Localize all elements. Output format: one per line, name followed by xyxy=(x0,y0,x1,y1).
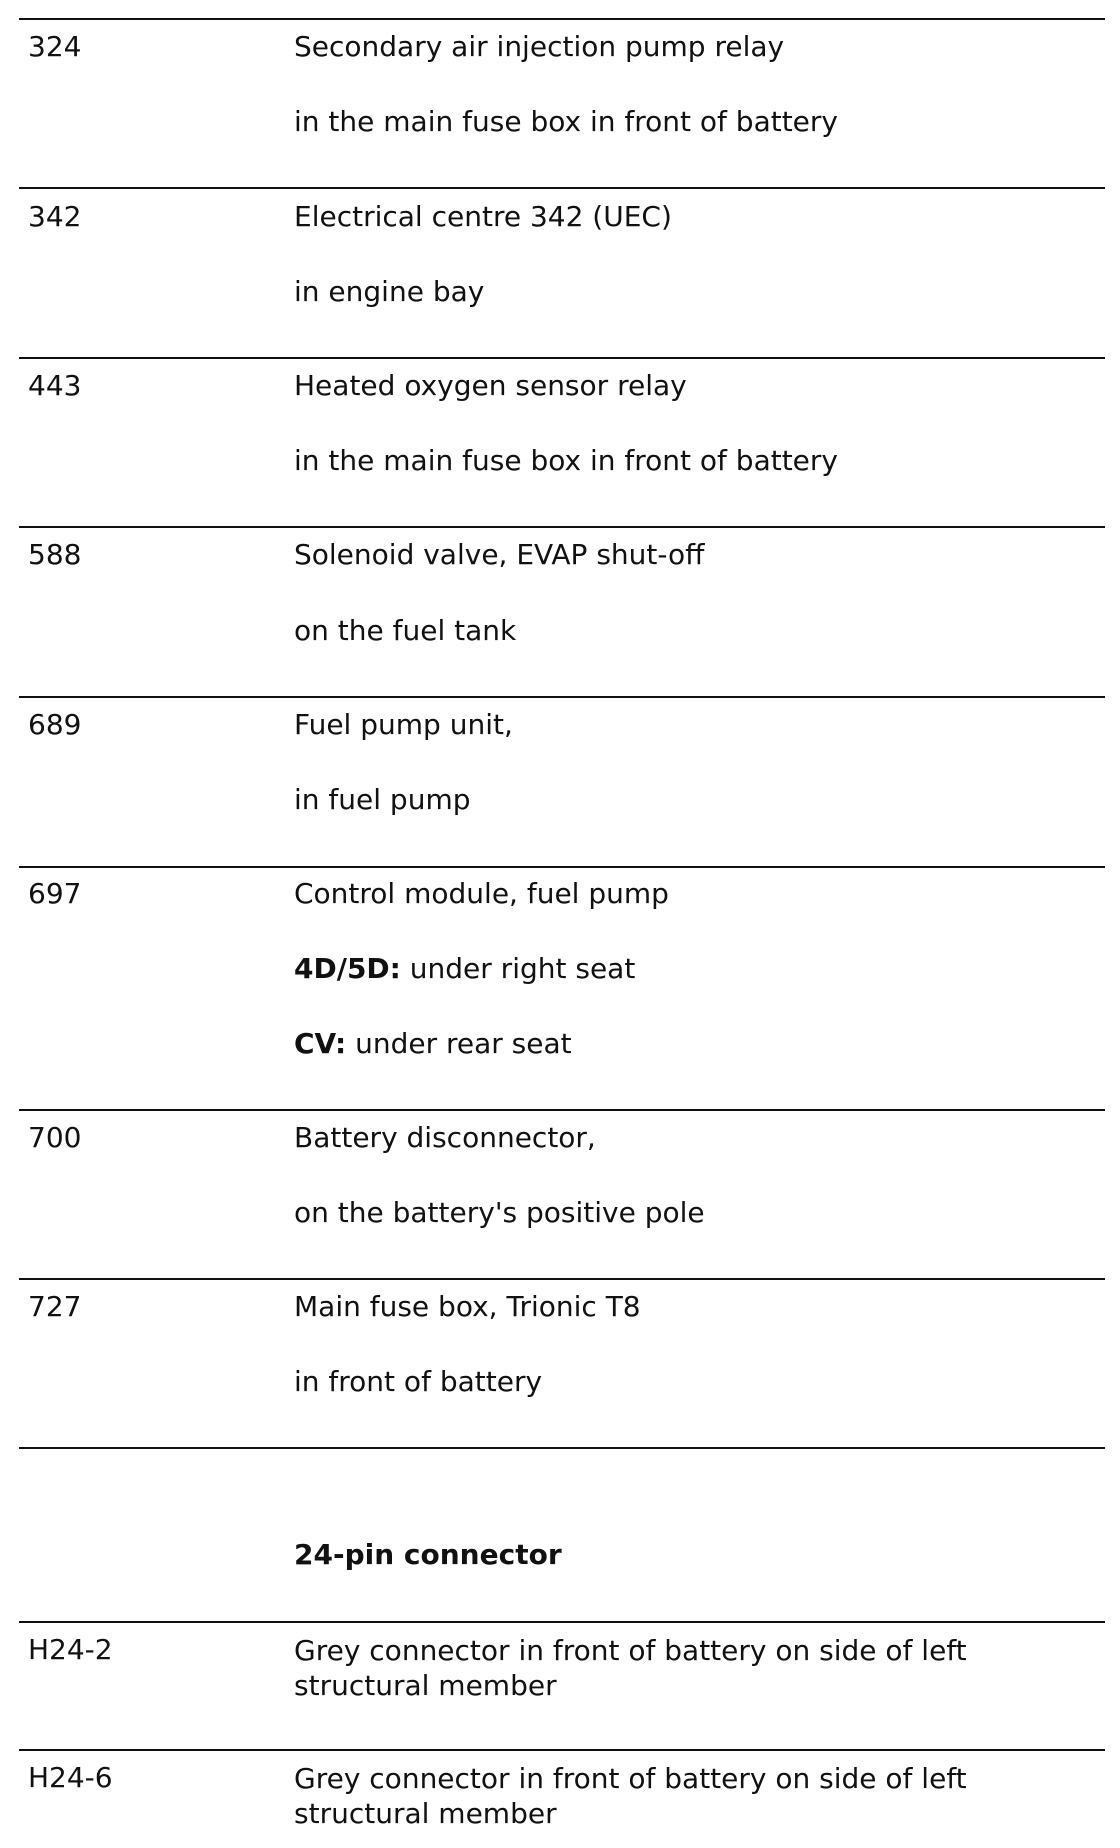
row-divider xyxy=(19,187,1105,189)
row-divider xyxy=(19,1278,1105,1280)
row-divider xyxy=(19,18,1105,20)
row-divider xyxy=(19,1749,1105,1751)
component-code: 700 xyxy=(28,1121,82,1154)
component-location: in engine bay xyxy=(294,275,485,308)
body-variant-label: CV: xyxy=(294,1027,347,1060)
component-code: 324 xyxy=(28,30,82,63)
body-variant-label: 4D/5D: xyxy=(294,952,401,985)
component-description: Main fuse box, Trionic T8 xyxy=(294,1290,641,1323)
component-location: in the main fuse box in front of battery xyxy=(294,444,838,477)
component-location: in front of battery xyxy=(294,1365,543,1398)
component-code: 689 xyxy=(28,708,82,741)
component-code: 588 xyxy=(28,538,82,571)
component-location: in the main fuse box in front of battery xyxy=(294,105,838,138)
row-divider xyxy=(19,696,1105,698)
connector-code: H24-6 xyxy=(28,1761,113,1794)
row-divider xyxy=(19,866,1105,868)
variant-location: under right seat xyxy=(400,952,636,985)
component-location: on the fuel tank xyxy=(294,614,517,647)
component-description: Solenoid valve, EVAP shut-off xyxy=(294,538,705,571)
connector-code: H24-2 xyxy=(28,1633,113,1666)
component-location: on the battery's positive pole xyxy=(294,1196,705,1229)
component-location xyxy=(294,1027,572,1061)
component-code: 443 xyxy=(28,369,82,402)
component-description: Secondary air injection pump relay xyxy=(294,30,785,63)
connector-location: Grey connector in front of battery on side of left structural member xyxy=(294,1634,967,1702)
component-code: 727 xyxy=(28,1290,82,1323)
component-code: 697 xyxy=(28,877,82,910)
component-location xyxy=(294,952,635,986)
component-description: Battery disconnector, xyxy=(294,1121,596,1154)
row-divider xyxy=(19,1621,1105,1623)
variant-location: under rear seat xyxy=(346,1027,572,1060)
component-description: Control module, fuel pump xyxy=(294,877,669,910)
row-divider xyxy=(19,526,1105,528)
component-description: Electrical centre 342 (UEC) xyxy=(294,200,672,233)
section-heading: 24-pin connector xyxy=(294,1538,562,1571)
component-description: Fuel pump unit, xyxy=(294,708,513,741)
component-description: Heated oxygen sensor relay xyxy=(294,369,687,402)
component-location: in fuel pump xyxy=(294,783,471,816)
row-divider xyxy=(19,357,1105,359)
connector-location: Grey connector in front of battery on side of left structural member xyxy=(294,1762,967,1830)
component-code: 342 xyxy=(28,200,82,233)
row-divider xyxy=(19,1109,1105,1111)
row-divider xyxy=(19,1447,1105,1449)
